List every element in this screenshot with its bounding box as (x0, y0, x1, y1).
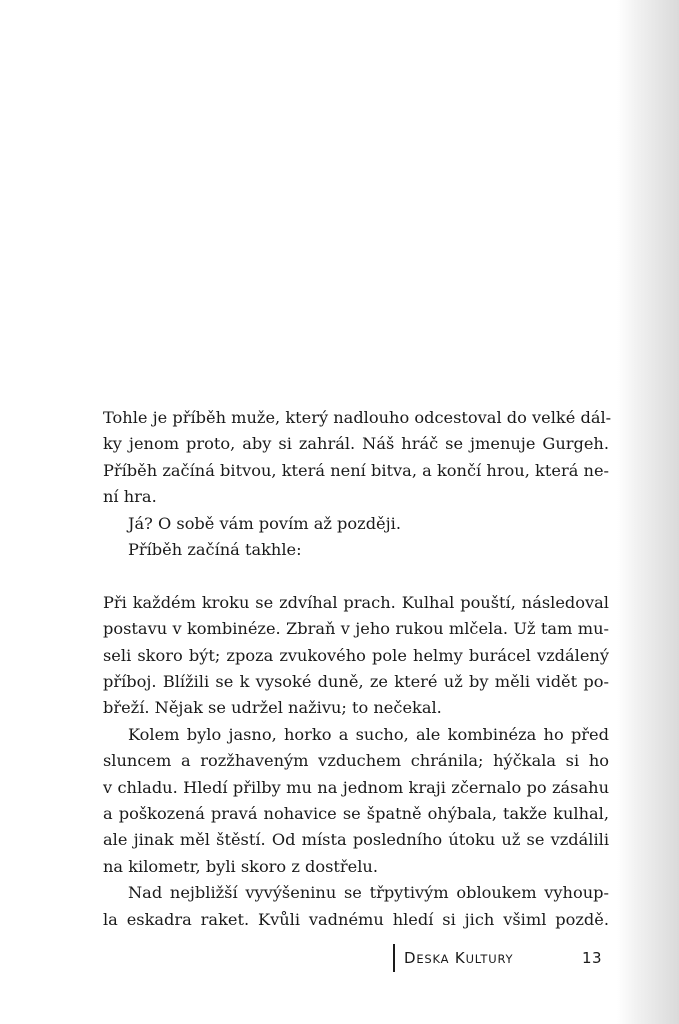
paragraph-desert (103, 590, 609, 722)
paragraph-rockets (103, 880, 609, 933)
text-line: Příběh začíná bitvou, která není bitva, a končí hrou, která ne- (103, 460, 609, 480)
text-line: Já? O sobě vám povím až později. (128, 513, 401, 533)
text-line: Nad nejbližší vyvýšeninu se třpytivým obloukem vyhoup- (128, 883, 609, 903)
paragraph-suit (103, 722, 609, 880)
text-line: la eskadra raket. Kvůli vadnému hledí si jich všiml pozdě. (103, 909, 609, 929)
body-text (103, 405, 612, 933)
text-line: ale jinak měl štěstí. Od místa posledního útoku už se vzdálili (103, 830, 609, 850)
text-line: postavu v kombinéze. Zbraň v jeho rukou mlčela. Už tam mu- (103, 619, 609, 639)
footer-divider (393, 944, 395, 972)
section-break (103, 563, 609, 589)
text-line: příboj. Blížili se k vysoké duně, ze které už by měli vidět po- (103, 672, 609, 692)
text-line: ní hra. (103, 487, 157, 507)
paragraph-begin (103, 537, 609, 563)
text-line: ky jenom proto, aby si zahrál. Náš hráč se jmenuje Gurgeh. (103, 434, 609, 454)
text-line: Příběh začíná takhle: (128, 540, 302, 560)
text-line: na kilometr, byli skoro z dostřelu. (103, 856, 378, 876)
page-edge-shadow (617, 0, 679, 1024)
paragraph-narrator (103, 511, 609, 537)
text-line: břeží. Nějak se udržel naživu; to nečekal. (103, 698, 442, 718)
paragraph-intro (103, 405, 612, 511)
text-line: Tohle je příběh muže, který nadlouho odcestoval do velké dál- (103, 408, 612, 427)
text-line: a poškozená pravá nohavice se špatně ohýbala, takže kulhal, (103, 804, 609, 824)
page-number: 13 (582, 949, 603, 967)
text-line: sluncem a rozžhaveným vzduchem chránila; hýčkala si ho (103, 751, 609, 771)
running-title: DESKA KULTURY (404, 949, 514, 967)
text-line: Kolem bylo jasno, horko a sucho, ale kombinéza ho před (128, 724, 609, 744)
text-line: seli skoro být; zpoza zvukového pole helmy burácel vzdálený (103, 645, 609, 665)
page-footer (393, 943, 603, 973)
text-line: v chladu. Hledí přilby mu na jednom kraji zčernalo po zásahu (103, 777, 609, 797)
text-line: Při každém kroku se zdvíhal prach. Kulhal pouští, následoval (103, 592, 609, 612)
